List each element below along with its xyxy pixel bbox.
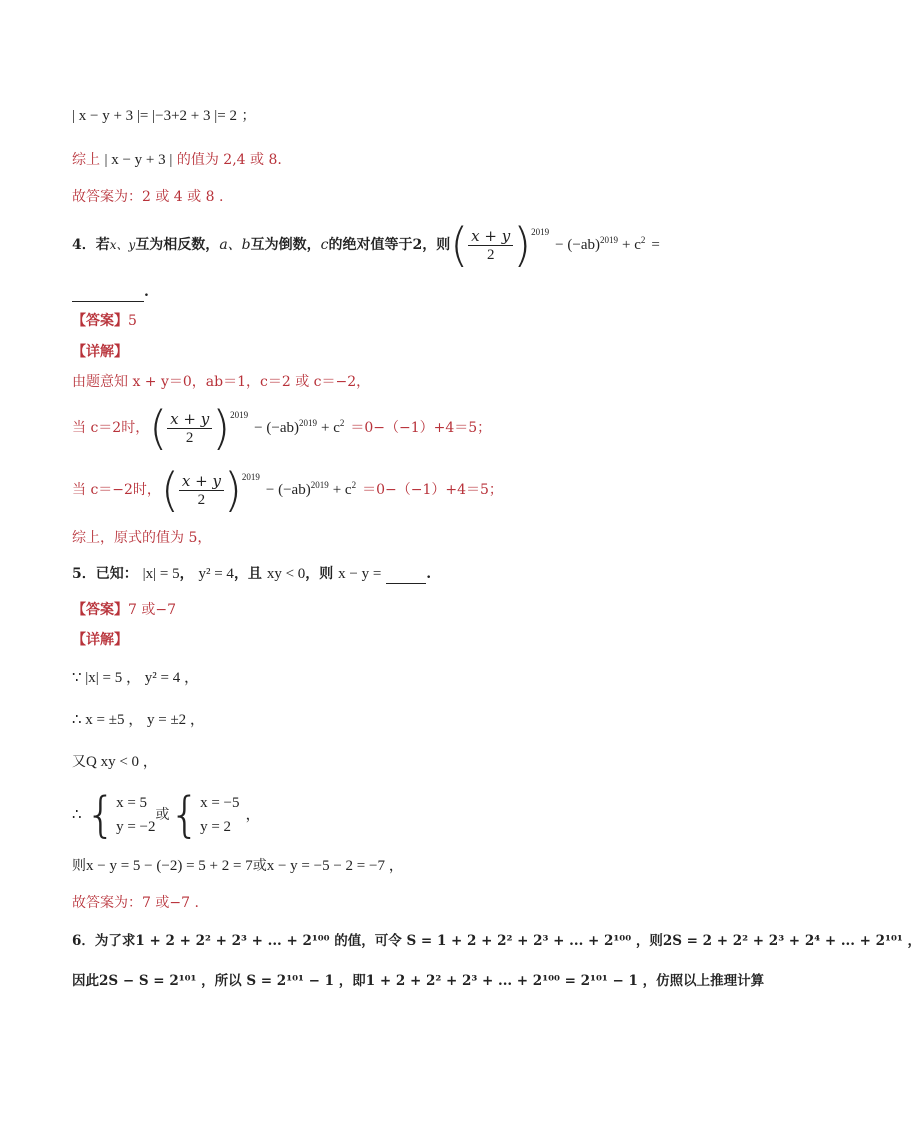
q4-answer-blank	[72, 282, 149, 302]
punct: ；	[241, 108, 256, 124]
case-calc-1: x − y = 5 − (−2) = 5 + 2 = 7	[86, 858, 253, 874]
system-2-eq-2: y = 2	[200, 819, 232, 835]
summary-values: 2,4 或 8	[223, 152, 278, 168]
line-abs-value-calc	[72, 106, 255, 126]
q4-c: c	[320, 237, 329, 253]
c2: + c	[320, 420, 340, 436]
q5-detail-line-2: ∴ x = ±5 ， y = ±2 ，	[72, 712, 205, 728]
case-prefix: 当 c＝2时，	[72, 420, 150, 436]
case-formula: ( $\frac{x + y}{2}$ ) $^{2019}$ − (−ab) $^{2019}$ + c $^2$	[160, 463, 357, 517]
q4-detail-line-3	[72, 463, 503, 517]
line-final-answer-3: 故答案为：2 或 4 或 8 .	[72, 189, 224, 205]
q4-detail-line-2	[72, 401, 492, 455]
q4-text-5: 则	[436, 237, 451, 253]
punct: ，	[245, 807, 261, 823]
q5-text-2: ，且	[233, 566, 262, 582]
q4-ab: a、b	[219, 237, 251, 253]
question-6-line-1: 6．为了求1 + 2 + 2² + 2³ + ... + 2¹⁰⁰ 的值，可令 S = 1 + 2 + 2² + 2³ + ... + 2¹⁰⁰ ，则2S = 2 + 2² + 2³ + 2⁴ + ... + 2¹⁰¹ ，	[72, 933, 921, 949]
question-6-line-2: 因此2S − S = 2¹⁰¹ ，所以 S = 2¹⁰¹ − 1 ，即1 + 2 + 2² + 2³ + ... + 2¹⁰⁰ = 2¹⁰¹ − 1 ，仿照以上推理计算	[72, 973, 765, 989]
q4-exp-2: 2019	[600, 235, 618, 245]
q4-number: 4．	[72, 237, 96, 253]
case-prefix: 当 c＝−2时，	[72, 482, 161, 498]
q5-detail-tag: 【详解】	[72, 632, 128, 648]
exp2: 2019	[310, 480, 329, 490]
q4-detail-tag: 【详解】	[72, 344, 128, 360]
q5-sep: ，	[179, 566, 194, 582]
q4-exp: 2019	[531, 227, 550, 237]
q5-text-3: ，则	[305, 566, 334, 582]
summary-prefix: 综上	[72, 152, 100, 168]
question-5	[72, 564, 431, 584]
q5-expr-3: xy < 0	[266, 566, 306, 582]
also-text: 又	[72, 754, 86, 770]
q5-expr-4: x − y =	[338, 566, 382, 582]
q5-final-answer: 故答案为：7 或−7 .	[72, 895, 199, 911]
then-text: 则	[72, 858, 86, 874]
q4-eq: =	[651, 237, 660, 253]
line-summary	[72, 150, 282, 170]
q5-dot: .	[426, 566, 432, 582]
q4-formula: ( $\frac{x + y}{2}$ ) $^{2019}$ − (−ab) $^{2019}$ + c $^2$ =	[450, 218, 660, 272]
case-result: ＝0−（−1）+4＝5；	[362, 482, 503, 498]
q4-text-3: 互为倒数，	[250, 237, 321, 253]
mid: − (−ab)	[265, 482, 311, 498]
summary-expression: | x − y + 3 |	[104, 152, 173, 168]
answer-tag: 【答案】	[72, 313, 128, 329]
summary-end: .	[277, 152, 282, 168]
frac-num: x + y	[179, 472, 224, 491]
system-1-eq-2: y = −2	[116, 819, 156, 835]
mid: − (−ab)	[254, 420, 299, 436]
q5-detail-line-4: ∴ { x = 5 y = −2 或 { x = −5 y = 2 ，	[72, 787, 261, 843]
q4-frac-den: 2	[486, 246, 495, 263]
q4-summary: 综上，原式的值为 5，	[72, 530, 212, 546]
abs-expression: | x − y + 3 |= |−3+2 + 3 |= 2	[72, 108, 237, 124]
system-1-eq-1: x = 5	[116, 795, 148, 811]
question-4	[72, 218, 660, 272]
q5-expr-2: y² = 4	[198, 566, 234, 582]
q4-xy: x、y	[109, 238, 136, 252]
exp2: 2019	[298, 418, 317, 428]
q5-detail-line-3	[72, 752, 158, 772]
answer-value: 7 或−7	[128, 602, 176, 618]
system-2-eq-1: x = −5	[200, 795, 240, 811]
q4-answer	[72, 311, 137, 331]
answer-value: 5	[128, 313, 137, 329]
exp: 2019	[241, 472, 260, 482]
q4-text-2: 互为相反数，	[135, 237, 220, 253]
case-result: ＝0−（−1）+4＝5；	[350, 420, 492, 436]
blank-line	[72, 289, 144, 302]
frac-den: 2	[185, 429, 194, 446]
exp: 2019	[230, 410, 249, 420]
q4-frac-num: x + y	[468, 227, 513, 246]
therefore-symbol: ∴	[72, 807, 82, 823]
q4-dot: .	[144, 284, 149, 300]
frac-den: 2	[197, 491, 206, 508]
or-text: 或	[155, 807, 170, 823]
q4-c2: + c	[622, 237, 641, 253]
or-text: 或	[252, 858, 267, 874]
c2: + c	[332, 482, 352, 498]
q5-detail-line-1: ∵ |x| = 5 ， y² = 4 ，	[72, 670, 199, 686]
q5-detail-line-5	[72, 856, 404, 876]
q4-detail-line-1: 由题意知 x + y＝0，ab＝1，c＝2 或 c＝−2，	[72, 374, 371, 390]
summary-mid: 的值为	[176, 152, 219, 168]
q4-two: 2，	[412, 237, 437, 253]
blank-line	[386, 569, 426, 584]
frac-num: x + y	[167, 410, 212, 429]
case-formula: ( $\frac{x + y}{2}$ ) $^{2019}$ − (−ab) $^{2019}$ + c $^2$	[149, 401, 345, 455]
q5-expr-1: |x| = 5	[142, 566, 180, 582]
q5-number: 5．	[72, 566, 96, 582]
q4-text-1: 若	[95, 237, 110, 253]
case-calc-2: x − y = −5 − 2 = −7 ，	[266, 858, 404, 874]
q4-text-4: 的绝对值等于	[328, 237, 413, 253]
q5-answer	[72, 600, 176, 620]
q4-mid: − (−ab)	[555, 237, 600, 253]
q5-condition: Q xy < 0 ，	[86, 754, 158, 770]
q5-text-1: 已知：	[95, 566, 138, 582]
answer-tag: 【答案】	[72, 602, 128, 618]
